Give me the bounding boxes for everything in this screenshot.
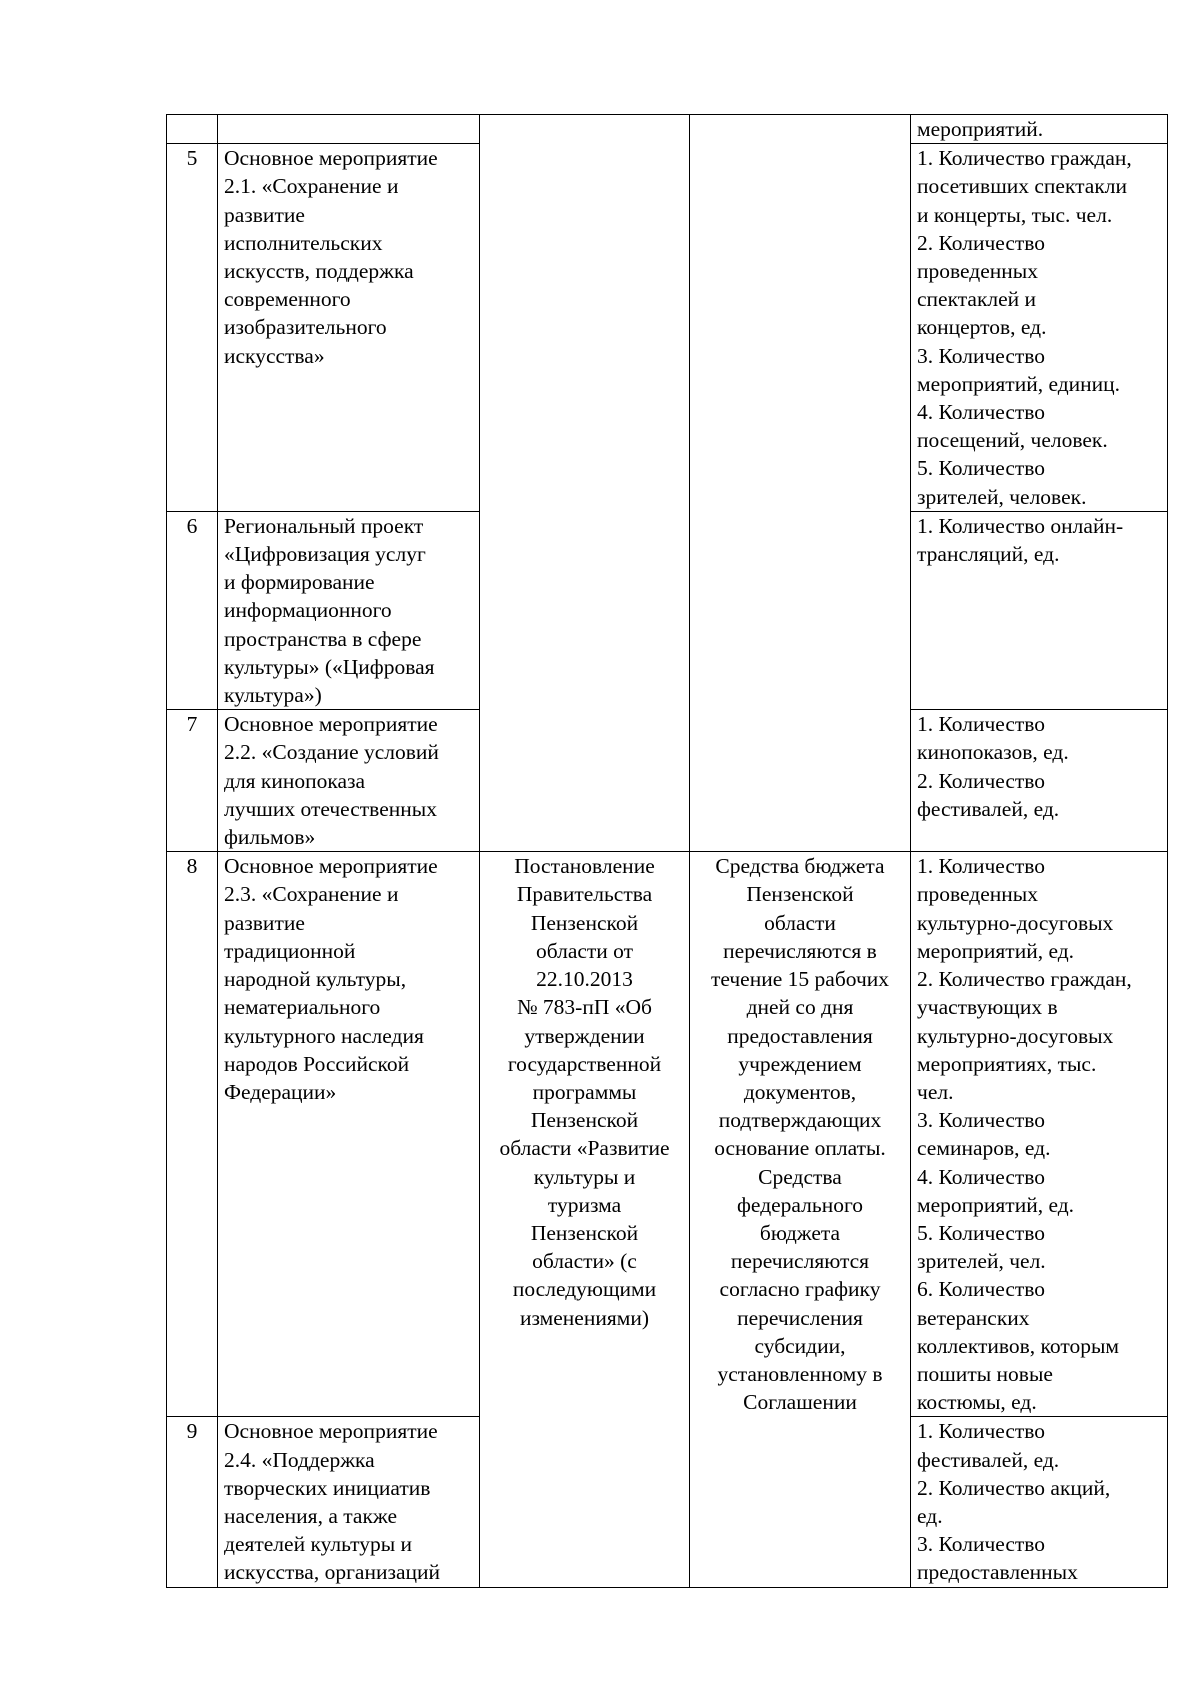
table-row [167,115,1168,144]
indicators-cell: мероприятий. [911,115,1168,144]
row-number-cell: 6 [167,511,218,709]
indicators-cell: 1. Количество фестивалей, ед. 2. Количество акций, ед. 3. Количество предоставленных [911,1417,1168,1588]
row-number-cell [167,115,218,144]
legal-basis-cell-empty [480,115,690,852]
indicators-cell: 1. Количество онлайн- трансляций, ед. [911,511,1168,709]
funding-terms-cell-empty [690,115,911,852]
funding-terms-cell: Средства бюджета Пензенской области перечисляются в течение 15 рабочих дней со дня предоставления учреждением документов, подтверждающих основание оплаты. Средства федерального бюджета перечисляются согласно графику перечисления субсидии, установленному в Соглашении [690,852,911,1588]
activity-name-cell [218,115,480,144]
activity-name-cell: Основное мероприятие 2.4. «Поддержка творческих инициатив населения, а также деятелей культуры и искусства, организаций [218,1417,480,1588]
row-number-cell: 5 [167,144,218,512]
activity-name-cell: Основное мероприятие 2.3. «Сохранение и развитие традиционной народной культуры, нематериального культурного наследия народов Российской Федерации» [218,852,480,1417]
row-number-cell: 7 [167,710,218,852]
row-number-cell: 8 [167,852,218,1417]
program-activities-table [166,114,1168,1588]
row-number-cell: 9 [167,1417,218,1588]
activity-name-cell: Региональный проект «Цифровизация услуг и формирование информационного пространства в сфере культуры» («Цифровая культура») [218,511,480,709]
table-row [167,852,1168,1417]
activity-name-cell: Основное мероприятие 2.2. «Создание условий для кинопоказа лучших отечественных фильмов» [218,710,480,852]
indicators-cell: 1. Количество граждан, посетивших спектакли и концерты, тыс. чел. 2. Количество проведенных спектаклей и концертов, ед. 3. Количество мероприятий, единиц. 4. Количество посещений, человек. 5. Количество зрителей, человек. [911,144,1168,512]
indicators-cell: 1. Количество кинопоказов, ед. 2. Количество фестивалей, ед. [911,710,1168,852]
activity-name-cell: Основное мероприятие 2.1. «Сохранение и развитие исполнительских искусств, поддержка современного изобразительного искусства» [218,144,480,512]
indicators-cell: 1. Количество проведенных культурно-досуговых мероприятий, ед. 2. Количество граждан, участвующих в культурно-досуговых мероприятиях, тыс. чел. 3. Количество семинаров, ед. 4. Количество мероприятий, ед. 5. Количество зрителей, чел. 6. Количество ветеранских коллективов, которым пошиты новые костюмы, ед. [911,852,1168,1417]
legal-basis-cell: Постановление Правительства Пензенской области от 22.10.2013 № 783-пП «Об утверждении государственной программы Пензенской области «Развитие культуры и туризма Пензенской области» (с последующими изменениями) [480,852,690,1588]
